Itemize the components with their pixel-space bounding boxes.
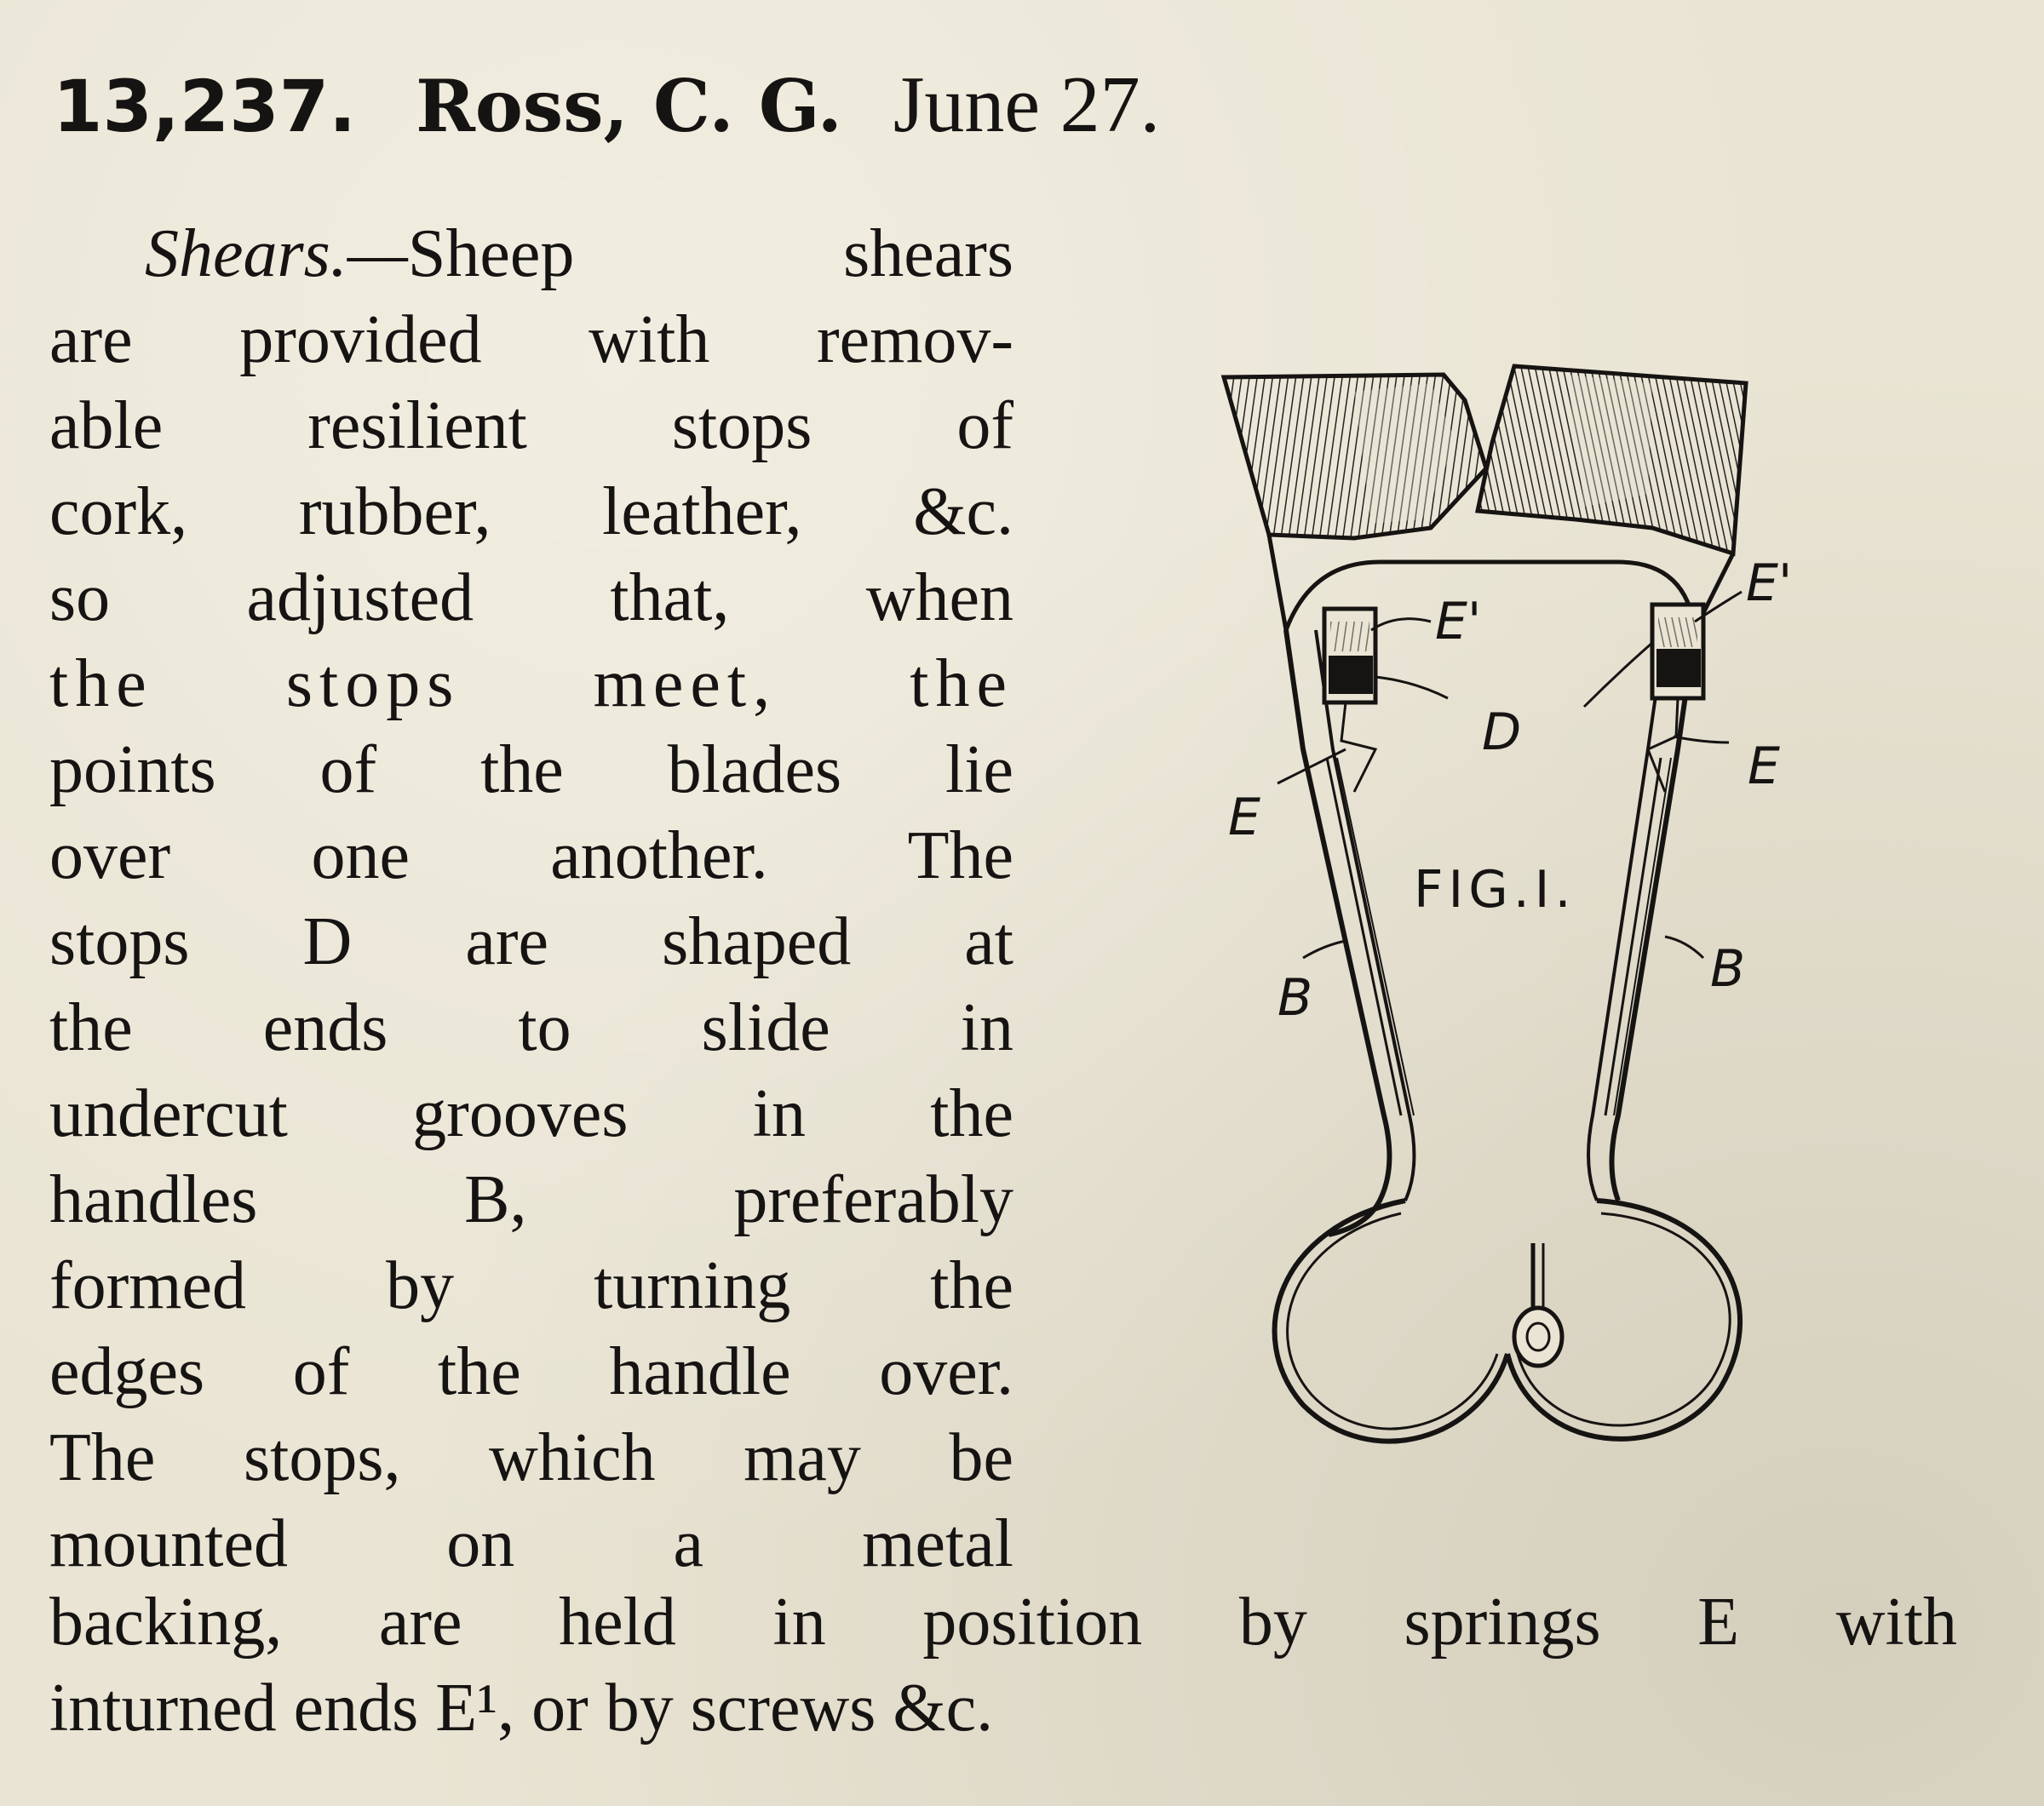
abstract-line: mounted on a metal xyxy=(49,1506,1013,1581)
abstract-line: the stops meet, the xyxy=(49,646,1013,721)
label-b-right: B xyxy=(1710,939,1746,999)
right-stop xyxy=(1652,605,1703,698)
abstract-line: The stops, which may be xyxy=(49,1420,1013,1495)
abstract-line: so adjusted that, when xyxy=(49,560,1013,635)
label-e-right: E xyxy=(1748,737,1780,796)
patent-number: 13,237. xyxy=(53,65,357,148)
abstract-line: cork, rubber, leather, &c. xyxy=(49,474,1013,549)
abstract-line: points of the blades lie xyxy=(49,732,1013,807)
abstract-line: able resilient stops of xyxy=(49,388,1013,463)
label-d: D xyxy=(1482,702,1522,762)
right-blade xyxy=(1478,366,1746,553)
label-e1-right: E' xyxy=(1746,553,1793,613)
abstract-line: over one another. The xyxy=(49,818,1013,893)
abstract-continuation xyxy=(49,1580,1957,1752)
left-stop xyxy=(1324,609,1375,702)
abstract-line: stops D are shaped at xyxy=(49,904,1013,979)
abstract-line xyxy=(49,211,1013,297)
patentee-name: Ross, C. G. xyxy=(416,64,842,148)
patent-date: June 27. xyxy=(893,60,1161,149)
abstract-line: are provided with remov- xyxy=(49,302,1013,377)
label-e-left: E xyxy=(1228,788,1260,847)
abstract-line: formed by turning the xyxy=(49,1248,1013,1323)
abstract-column xyxy=(49,211,1013,1587)
abstract-line-text: Sheep shears xyxy=(407,216,1013,291)
left-handle xyxy=(1275,630,1507,1442)
patent-header xyxy=(53,58,1160,153)
abstract-line: inturned ends E¹, or by screws &c. xyxy=(49,1671,994,1746)
spring-bolt xyxy=(1514,1243,1562,1366)
abstract-line: edges of the handle over. xyxy=(49,1334,1013,1409)
label-b-left: B xyxy=(1278,968,1313,1028)
figure-caption: FIG.I. xyxy=(1414,860,1576,920)
subject-heading: Shears.— xyxy=(145,216,408,291)
abstract-line: backing, are held in position by springs E with xyxy=(49,1585,1957,1660)
sheep-shears-figure xyxy=(1175,349,1806,1482)
abstract-line: the ends to slide in xyxy=(49,990,1013,1065)
abstract-line: undercut grooves in the xyxy=(49,1076,1013,1151)
label-e1-left: E' xyxy=(1435,592,1482,651)
abstract-line: handles B, preferably xyxy=(49,1162,1013,1237)
left-blade xyxy=(1224,375,1486,538)
